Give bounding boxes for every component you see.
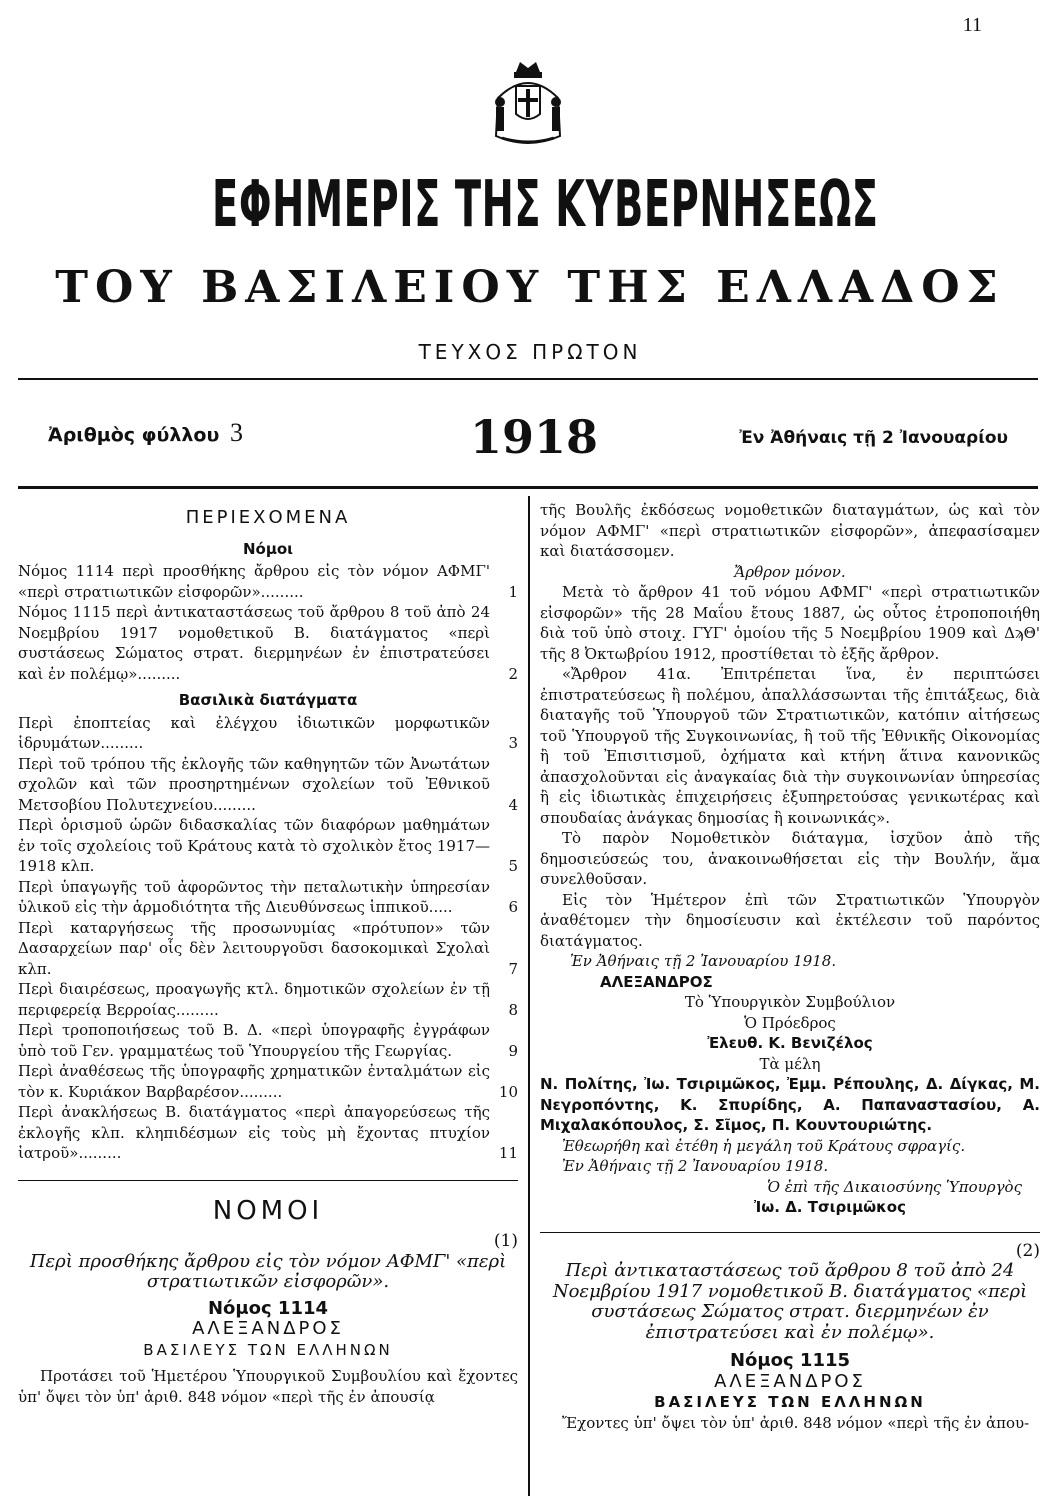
toc-entry-page: 6 [508,898,518,916]
toc-entry-text: Περὶ ὑπαγωγῆς τοῦ ἀφορῶντος τὴν πεταλωτικὴν ὑπηρεσίαν ὑλικοῦ εἰς τὴν ἁρμοδιότητα τῆς Διευθύνσεως ἱππικοῦ..... [18,877,490,916]
toc-entry [18,979,518,1020]
law-subject: Περὶ ἀντικαταστάσεως τοῦ ἄρθρου 8 τοῦ ἀπὸ 24 Νοεμβρίου 1917 νομοθετικοῦ Β. διατάγματος «περὶ συστάσεως Σώματος στρατ. διερμηνέων ἐν ἐπιστρατεύσει καὶ ἐν πολέμῳ». [552,1260,1028,1343]
sheet-label: Ἀριθμὸς φύλλου [48,424,220,446]
toc-entry-text: Περὶ διαιρέσεως, προαγωγῆς κτλ. δημοτικῶν σχολείων ἐν τῇ περιφερείᾳ Βερροίας......... [18,980,490,1019]
king-title: ΒΑΣΙΛΕΥΣ ΤΩΝ ΕΛΛΗΝΩΝ [654,1393,926,1411]
toc-entry [18,815,518,877]
laws-section-heading: ΝΟΜΟΙ [18,1180,518,1222]
toc-entry-text: Περὶ τροποποιήσεως τοῦ Β. Δ. «περὶ ὑπογραφῆς ἐγγράφων ὑπὸ τοῦ Γεν. γραμματέως τοῦ Ὑπουργείου τῆς Γεωργίας. [18,1021,490,1060]
king-name: ΑΛΕΞΑΝΔΡΟΣ [714,1370,866,1392]
toc-entry-page: 9 [508,1041,518,1060]
council-label: Τὸ Ὑπουργικὸν Συμβούλιον [684,993,896,1011]
toc-decrees-heading: Βασιλικὰ διατάγματα [178,691,358,709]
toc-entry [18,877,518,918]
law-title: Νόμος 1115 [729,1350,851,1371]
sheet-number: 3 [230,418,243,447]
masthead-title: ΕΦΗΜΕΡΙΣ ΤΗΣ ΚΥΒΕΡΝΗΣΕΩΣ [212,168,879,242]
article-heading: Ἄρθρον μόνον. [734,562,846,581]
toc-entry [18,713,518,754]
validity-text: Τὸ παρὸν Νομοθετικὸν διάταγμα, ἰσχῦον ἀπὸ τῆς δημοσιεύσεώς του, ἀνακοινωθήσεται εἰς τὴν Βουλήν, ἅμα συνελθοῦσαν. [540,829,1040,888]
king-name: ΑΛΕΞΑΝΔΡΟΣ [192,1318,344,1339]
toc-entry [18,1102,518,1164]
toc-entry-page: 10 [498,1082,518,1101]
toc-entry-text: Νόμος 1114 περὶ προσθήκης ἄρθρου εἰς τὸν νόμον ΑΦΜΓ' «περὶ στρατιωτικῶν εἰσφορῶν»......... [18,562,490,601]
law-title: Νόμος 1114 [207,1297,329,1319]
law-preamble: Ἔχοντες ὑπ' ὄψει τὸν ὑπ' ἀριθ. 848 νόμον «περὶ τῆς ἐν ἀπου- [562,1413,1030,1432]
king-signature: ΑΛΕΞΑΝΔΡΟΣ [600,972,713,991]
toc-entry-page: 4 [508,795,518,814]
toc-entry-page: 7 [508,959,518,978]
section-divider [540,1232,1040,1233]
members-list: Ν. Πολίτης, Ἰω. Τσιριμῶκος, Ἐμμ. Ρέπουλης, Δ. Δίγκας, Μ. Νεγροπόντης, Κ. Σπυρίδης, Α. Παπαναστασίου, Α. Μιχαλακόπουλος, Σ. Σῖμος, Π. Κουντουριώτης. [540,1075,1040,1134]
coat-of-arms-emblem [478,58,578,154]
masthead-subtitle: ΤΟΥ ΒΑΣΙΛΕΙΟΥ ΤΗΣ ΕΛΛΑΔΟΣ [55,262,1005,313]
issue-series: ΤΕΥΧΟΣ ΠΡΩΤΟΝ [418,340,642,364]
issue-date: Ἐν Ἀθήναις τῇ 2 Ἰανουαρίου [739,428,1008,448]
header-rule-top [18,378,1038,380]
president-name: Ἐλευθ. Κ. Βενιζέλος [707,1034,873,1052]
law-preamble: Προτάσει τοῦ Ἡμετέρου Ὑπουργικοῦ Συμβουλίου καὶ ἔχοντες ὑπ' ὄψει τὸν ὑπ' ἀριθ. 848 νόμον «περὶ τῆς ἐν ἀπουσίᾳ [18,1367,518,1406]
toc-entry-text: Περὶ ἀνακλήσεως Β. διατάγματος «περὶ ἀπαγορεύσεως τῆς ἐκλογῆς κλπ. κληπιδέσμων εἰς τοὺς μὴ ἔχοντας πτυχίον ἰατροῦ»......... [18,1103,490,1162]
toc-title: ΠΕΡΙΕΧΟΜΕΝΑ [185,507,351,528]
toc-entry-page: 1 [508,582,518,601]
continuation-text: τῆς Βουλῆς ἐκδόσεως νομοθετικῶν διαταγμάτων, ὡς καὶ τὸν νόμον ΑΦΜΓ' «περὶ στρατιωτικῶν εἰσφορῶν», ἀπεφασίσαμεν καὶ διατάσσομεν. [540,501,1040,560]
toc-entry-text: Περὶ ἀναθέσεως τῆς ὑπογραφῆς χρηματικῶν ἐνταλμάτων εἰς τὸν κ. Κυριάκον Βαρβαρέσον......... [18,1062,490,1101]
left-column [18,500,518,1407]
minister-label: Ὁ ἐπὶ τῆς Δικαιοσύνης Ὑπουργὸς [767,1177,1022,1196]
toc-entry-page: 8 [508,1000,518,1019]
toc-entry-text: Περὶ ἐποπτείας καὶ ἐλέγχου ἰδιωτικῶν μορφωτικῶν ἱδρυμάτων......... [18,713,490,752]
date-line: Ἐν Ἀθήναις τῇ 2 Ἰανουαρίου 1918. [570,952,837,970]
date-line-2: Ἐν Ἀθήναις τῇ 2 Ἰανουαρίου 1918. [562,1157,829,1175]
assignment-text: Εἰς τὸν Ἡμέτερον ἐπὶ τῶν Στρατιωτικῶν Ὑπουργὸν ἀναθέτομεν τὴν δημοσίευσιν καὶ ἐκτέλεσιν τοῦ παρόντος διατάγματος. [540,890,1040,950]
king-title: ΒΑΣΙΛΕΥΣ ΤΩΝ ΕΛΛΗΝΩΝ [143,1340,393,1359]
page-number: 11 [962,14,982,36]
toc-entry [18,918,518,980]
toc-entry [18,1020,518,1061]
toc-entry [18,602,518,684]
article-41a-text: «Ἄρθρον 41α. Ἐπιτρέπεται ἵνα, ἐν περιπτώσει ἐπιστρατεύσεως ἢ πολέμου, ἀπαλλάσσωνται τῆς ἐπιτάξεως, διὰ διαταγῆς τοῦ Ὑπουργοῦ τῶν Στρατιωτικῶν, κατόπιν αἰτήσεως τοῦ Ὑπουργοῦ τῆς Συγκοινωνίας, ἢ τοῦ τῆς Ἐθνικῆς Οἰκονομίας ἢ τοῦ Ἐπισιτισμοῦ, ὀχήματα καὶ κτήνη ἅτινα κανονικῶς ἀπασχολοῦνται εἰς ἀναγκαίας διὰ τὴν συγκοινωνίαν ὑπηρεσίας ἢ εἰς ἰδιωτικὰς ἐπιχειρήσεις ἐξυπηρετούσας γενικωτέρας καὶ σπουδαίας ἀνάγκας δημοσίας ἢ κοινωνικάς». [540,665,1040,827]
toc-entry [18,1061,518,1102]
toc-entry-text: Περὶ τοῦ τρόπου τῆς ἐκλογῆς τῶν καθηγητῶν τῶν Ἀνωτάτων σχολῶν καὶ τῶν προσηρτημένων σχολείων τοῦ Ἐθνικοῦ Μετσοβίου Πολυτεχνείου......... [18,754,490,814]
law-subject: Περὶ προσθήκης ἄρθρου εἰς τὸν νόμον ΑΦΜΓ' «περὶ στρατιωτικῶν εἰσφορῶν». [29,1250,507,1292]
header-rule-bottom [18,486,1038,489]
toc-entry [18,754,518,816]
toc-entry-text: Περὶ ὁρισμοῦ ὡρῶν διδασκαλίας τῶν διαφόρων μαθημάτων ἐν τοῖς σχολείοις τοῦ Κράτους κατὰ τὸ σχολικὸν ἔτος 1917—1918 κλπ. [18,816,490,875]
toc-entry [18,561,518,602]
right-column [540,500,1040,1433]
issue-year: 1918 [470,410,599,464]
article-text: Μετὰ τὸ ἄρθρον 41 τοῦ νόμου ΑΦΜΓ' «περὶ στρατιωτικῶν εἰσφορῶν» τῆς 28 Μαΐου ἔτους 1887, ὡς οὗτος ἐτροποποιήθη διὰ τοῦ ὑπὸ στοιχ. ΓΥΓ' ὁμοίου τῆς 5 Νοεμβρίου 1909 καὶ ΔϡΘ' τῆς 8 Ὀκτωβρίου 1912, προστίθεται τὸ ἑξῆς ἄρθρον. [540,583,1040,663]
toc-entry-page: 3 [508,734,518,752]
members-label: Τὰ μέλη [759,1054,821,1073]
toc-entry-text: Περὶ καταργήσεως τῆς προσωνυμίας «πρότυπον» τῶν Δασαρχείων παρ' οἷς δὲν λειτουργοῦσι δασοκομικαὶ Σχολαὶ κλπ. [18,918,490,978]
toc-entry-text: Νόμος 1115 περὶ ἀντικαταστάσεως τοῦ ἄρθρου 8 τοῦ ἀπὸ 24 Νοεμβρίου 1917 νομοθετικοῦ Β. διατάγματος «περὶ συστάσεως Σώματος στρατ. διερμηνέων ἐν ἐπιστρατεύσει καὶ ἐν πολέμῳ»......... [18,603,490,683]
law-number-tag: (1) [493,1231,518,1251]
toc-entry-page: 2 [508,664,518,683]
column-divider [528,496,530,1496]
toc-entry-page: 5 [508,857,518,875]
law-number-tag: (2) [1015,1240,1040,1261]
toc-laws-heading: Νόμοι [242,539,294,558]
toc-entry-page: 11 [498,1144,518,1162]
seal-text: Ἐθεωρήθη καὶ ἐτέθη ἡ μεγάλη τοῦ Κράτους σφραγίς. [562,1136,966,1155]
president-label: Ὁ Πρόεδρος [744,1013,836,1032]
minister-name: Ἰω. Δ. Τσιριμῶκος [753,1198,906,1216]
